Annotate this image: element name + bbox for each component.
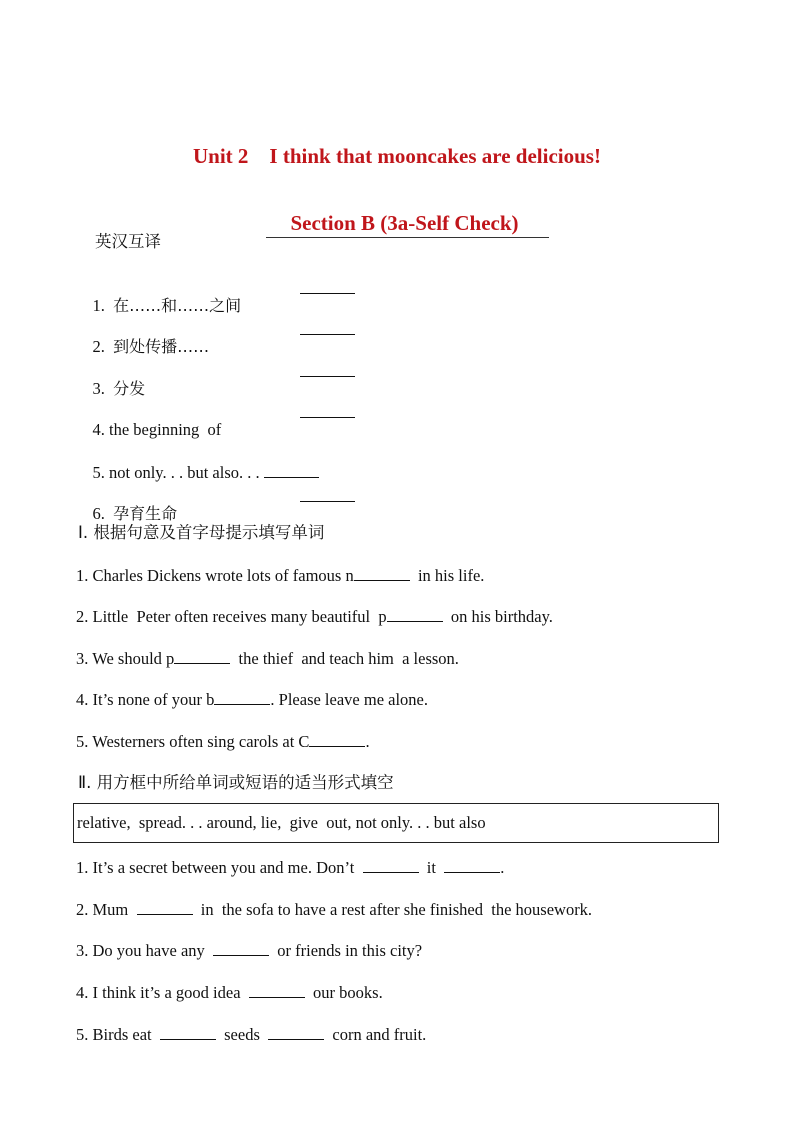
answer-blank[interactable]: [160, 1023, 216, 1040]
sentence-start: 2. Little Peter often receives many beautiful p: [76, 607, 387, 626]
part2-item-3: [76, 939, 422, 962]
section-heading-part1: Ⅰ. 根据句意及首字母提示填写单词: [78, 523, 325, 542]
part1-item-1: [76, 564, 484, 587]
sentence-start: 3. Do you have any: [76, 941, 214, 960]
sentence-start: 1. Charles Dickens wrote lots of famous n: [76, 566, 354, 585]
answer-blank[interactable]: [300, 277, 355, 294]
sentence-start: 4. It’s none of your b: [76, 690, 215, 709]
sentence-end: .: [500, 858, 505, 877]
answer-blank[interactable]: [249, 981, 305, 998]
section-heading-part2: Ⅱ. 用方框中所给单词或短语的适当形式填空: [78, 773, 394, 792]
word-bank-box: [73, 803, 719, 843]
answer-blank[interactable]: [354, 564, 410, 581]
part1-item-2: [76, 605, 553, 628]
answer-blank[interactable]: [300, 318, 355, 335]
sentence-end: or friends in this city?: [269, 941, 423, 960]
subtitle-text: Section B (3a-Self Check): [266, 211, 548, 238]
item-number: 6.: [92, 504, 105, 523]
sentence-start: 3. We should p: [76, 649, 175, 668]
sentence-end: in his life.: [409, 566, 485, 585]
item-text: the beginning of: [109, 420, 222, 439]
answer-blank[interactable]: [300, 360, 355, 377]
item-text: 分发: [113, 379, 146, 398]
item-number: 1.: [92, 296, 105, 315]
answer-blank[interactable]: [300, 485, 355, 502]
page-title: Unit 2 I think that mooncakes are delicious!: [193, 144, 601, 168]
item-number: 4.: [92, 420, 105, 439]
sentence-start: 4. I think it’s a good idea: [76, 983, 249, 1002]
part1-item-5: [76, 730, 370, 753]
section-heading-translation: 英汉互译: [95, 232, 161, 251]
part2-item-4: [76, 981, 383, 1004]
answer-blank[interactable]: [137, 898, 193, 915]
answer-blank[interactable]: [300, 401, 355, 418]
sentence-end: in the sofa to have a rest after she finished the housework.: [192, 900, 593, 919]
sentence-end: our books.: [304, 983, 383, 1002]
sentence-end: . Please leave me alone.: [270, 690, 429, 709]
item-number: 2.: [92, 337, 105, 356]
item-number: 5.: [92, 463, 105, 482]
part1-item-4: [76, 688, 428, 711]
item-text: not only. . . but also. . .: [109, 463, 260, 482]
sentence-start: 2. Mum: [76, 900, 137, 919]
part2-item-1: [76, 856, 504, 879]
item-text: 孕育生命: [113, 504, 178, 523]
item-number: 3.: [92, 379, 105, 398]
answer-blank[interactable]: [268, 1023, 324, 1040]
sentence-middle: seeds: [215, 1025, 269, 1044]
answer-blank[interactable]: [264, 461, 319, 478]
sentence-end: on his birthday.: [442, 607, 553, 626]
item-text: 在……和……之间: [113, 296, 242, 315]
sentence-end: .: [365, 732, 370, 751]
answer-blank[interactable]: [363, 856, 419, 873]
sentence-start: 5. Westerners often sing carols at C: [76, 732, 310, 751]
part2-item-2: [76, 898, 592, 921]
sentence-start: 5. Birds eat: [76, 1025, 160, 1044]
answer-blank[interactable]: [213, 939, 269, 956]
item-text: 到处传播……: [113, 337, 210, 356]
part2-item-5: [76, 1023, 426, 1046]
answer-blank[interactable]: [214, 688, 270, 705]
answer-blank[interactable]: [444, 856, 500, 873]
answer-blank[interactable]: [174, 647, 230, 664]
part1-item-3: [76, 647, 459, 670]
word-bank-text: relative, spread. . . around, lie, give out, not only. . . but also: [77, 813, 486, 832]
answer-blank[interactable]: [387, 605, 443, 622]
answer-blank[interactable]: [309, 730, 365, 747]
sentence-end: corn and fruit.: [324, 1025, 427, 1044]
sentence-end: the thief and teach him a lesson.: [230, 649, 459, 668]
sentence-start: 1. It’s a secret between you and me. Don’t: [76, 858, 363, 877]
sentence-middle: it: [418, 858, 445, 877]
